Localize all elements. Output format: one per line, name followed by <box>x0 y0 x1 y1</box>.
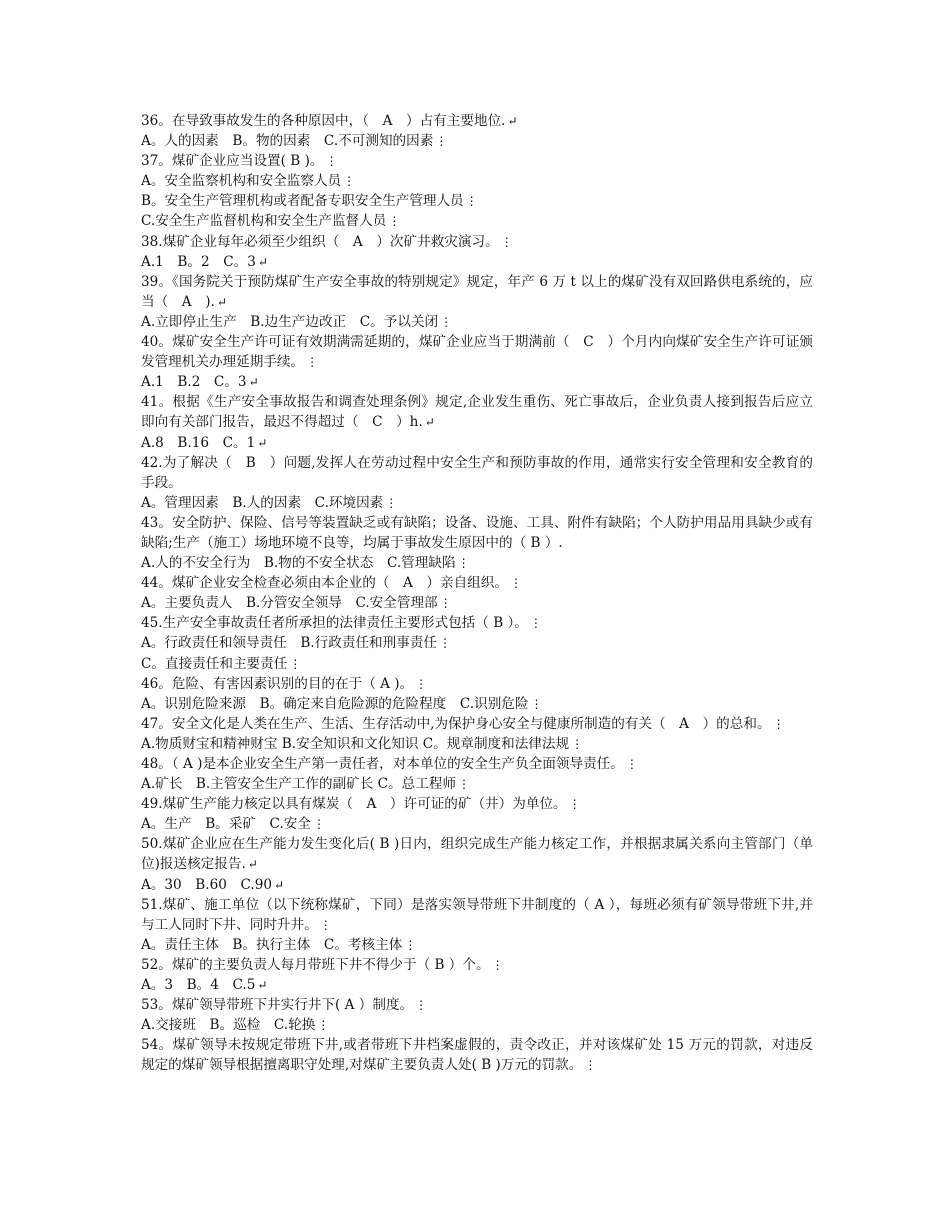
paragraph-mark-icon: ↵ <box>507 114 518 128</box>
line-text: 43。安全防护、保险、信号等装置缺乏或有缺陷；设备、设施、工具、附件有缺陷；个人防护用品用具缺少或有缺陷;生产（施工）场地环境不良等，均属于事故发生原因中的（ B ）. <box>141 514 813 551</box>
text-line <box>141 252 813 272</box>
text-line <box>141 211 813 231</box>
text-line <box>141 593 813 613</box>
line-break-mark-icon: ⋮ <box>404 937 417 952</box>
text-line <box>141 312 813 332</box>
line-break-mark-icon: ⋮ <box>319 917 332 932</box>
line-break-mark-icon: ⋮ <box>440 314 453 329</box>
line-text: A。识别危险来源 B。确定来自危险源的危险程度 C.识别危险 <box>141 695 529 712</box>
text-line <box>141 332 813 372</box>
line-break-mark-icon: ⋮ <box>457 556 470 571</box>
line-text: 47。安全文化是人类在生产、生活、生存活动中,为保护身心安全与健康所制造的有关（ A ）的总和。 <box>141 715 771 732</box>
line-text: 42.为了解决（ B ）问题,发挥人在劳动过程中安全生产和预防事故的作用，通常实行安全管理和安全教育的手段。 <box>141 454 813 491</box>
line-text: 45.生产安全事故责任者所承担的法律责任主要形式包括（ B ）。 <box>141 615 528 632</box>
line-text: 40。煤矿安全生产许可证有效期满需延期的，煤矿企业应当于期满前（ C ）个月内向煤矿安全生产许可证颁发管理机关办理延期手续。 <box>141 334 813 371</box>
line-break-mark-icon: ⋮ <box>465 194 478 209</box>
line-break-mark-icon: ⋮ <box>435 134 448 149</box>
text-line <box>141 834 813 874</box>
line-break-mark-icon: ⋮ <box>584 1058 597 1073</box>
line-text: A。安全监察机构和安全监察人员 <box>141 173 342 190</box>
text-line <box>141 794 813 814</box>
line-text: A.1 B.2 C。3 <box>141 374 247 391</box>
line-break-mark-icon: ⋮ <box>529 616 542 631</box>
text-line <box>141 171 813 191</box>
text-line <box>141 453 813 493</box>
line-break-mark-icon: ⋮ <box>571 736 584 751</box>
text-line <box>141 613 813 633</box>
line-text: A.交接班 B。巡检 C.轮换 <box>141 1017 316 1034</box>
text-line <box>141 1035 813 1075</box>
line-text: 51.煤矿、施工单位（以下统称煤矿，下同）是落实领导带班下井制度的（ A ），每班必须有矿领导带班下井,并与工人同时下井、同时升井。 <box>141 896 813 933</box>
line-break-mark-icon: ⋮ <box>458 777 471 792</box>
text-line <box>141 935 813 955</box>
text-line <box>141 111 813 131</box>
paragraph-mark-icon: ↵ <box>257 254 268 269</box>
line-break-mark-icon: ⋮ <box>415 676 428 691</box>
text-line <box>141 955 813 975</box>
line-text: 46。危险、有害因素识别的目的在于（ A )。 <box>141 675 414 692</box>
paragraph-mark-icon: ↵ <box>247 857 258 872</box>
paragraph-mark-icon: ↵ <box>424 415 435 430</box>
text-line <box>141 814 813 834</box>
text-line <box>141 674 813 694</box>
line-break-mark-icon: ⋮ <box>772 716 785 731</box>
line-break-mark-icon: ⋮ <box>388 214 401 229</box>
text-line <box>141 1015 813 1035</box>
line-break-mark-icon: ⋮ <box>491 957 504 972</box>
line-break-mark-icon: ⋮ <box>500 234 513 249</box>
line-text: 44。煤矿企业安全检查必须由本企业的（ A ）亲自组织。 <box>141 575 508 592</box>
line-text: 36。在导致事故发生的各种原因中，（ A ）占有主要地位. <box>141 113 506 129</box>
text-line <box>141 633 813 653</box>
line-text: A.物质财宝和精神财宝 B.安全知识和文化知识 C。规章制度和法律法规 <box>141 735 570 752</box>
line-break-mark-icon: ⋮ <box>312 817 325 832</box>
line-text: 52。煤矿的主要负责人每月带班下井不得少于（ B ）个。 <box>141 956 490 973</box>
line-break-mark-icon: ⋮ <box>439 596 452 611</box>
text-line <box>141 573 813 593</box>
line-text: C.安全生产监督机构和安全生产监督人员 <box>141 213 387 230</box>
text-line <box>141 774 813 794</box>
line-text: 39。《国务院关于预防煤矿生产安全事故的特别规定》规定，年产 6 万 t 以上的煤矿没有双回路供电系统的，应当（ A ). <box>141 273 813 310</box>
line-text: A。3 B。4 C.5 <box>141 977 256 994</box>
line-text: A.矿长 B.主管安全生产工作的副矿长 C。总工程师 <box>141 776 457 793</box>
text-line <box>141 272 813 312</box>
question-list <box>141 111 813 1076</box>
line-text: B。安全生产管理机构或者配备专职安全生产管理人员 <box>141 193 464 210</box>
line-text: A。责任主体 B。执行主体 C。考核主体 <box>141 936 403 953</box>
text-line <box>141 232 813 252</box>
paragraph-mark-icon: ↵ <box>274 877 285 892</box>
line-break-mark-icon: ⋮ <box>530 696 543 711</box>
line-break-mark-icon: ⋮ <box>415 998 428 1013</box>
line-text: A。主要负责人 B.分管安全领导 C.安全管理部 <box>141 595 438 612</box>
paragraph-mark-icon: ↵ <box>248 375 259 390</box>
line-text: 53。煤矿领导带班下井实行井下( A ）制度。 <box>141 997 414 1014</box>
line-break-mark-icon: ⋮ <box>568 797 581 812</box>
line-text: C。直接责任和主要责任 <box>141 655 288 672</box>
text-line <box>141 151 813 171</box>
text-line <box>141 372 813 392</box>
line-break-mark-icon: ⋮ <box>306 355 319 370</box>
paragraph-mark-icon: ↵ <box>257 978 268 993</box>
line-text: A.人的不安全行为 B.物的不安全状态 C.管理缺陷 <box>141 555 456 572</box>
line-text: 48。（ A )是本企业安全生产第一责任者，对本单位的安全生产负全面领导责任。 <box>141 756 624 772</box>
line-text: A.8 B.16 C。1 <box>141 434 256 451</box>
line-break-mark-icon: ⋮ <box>343 174 356 189</box>
text-line <box>141 131 813 151</box>
text-line <box>141 754 813 774</box>
line-text: A.1 B。2 C。3 <box>141 253 256 270</box>
line-break-mark-icon: ⋮ <box>317 1018 330 1033</box>
text-line <box>141 875 813 895</box>
line-text: 41。根据《生产安全事故报告和调查处理条例》规定,企业发生重伤、死亡事故后，企业负责人接到报告后应立即向有关部门报告，最迟不得超过（ C ）h. <box>141 394 813 431</box>
line-text: 38.煤矿企业每年必须至少组织（ A ）次矿井救灾演习。 <box>141 233 499 250</box>
line-text: 49.煤矿生产能力核定以具有煤炭（ A ）许可证的矿（井）为单位。 <box>141 796 567 813</box>
line-text: A。30 B.60 C.90 <box>141 876 273 893</box>
text-line <box>141 995 813 1015</box>
text-line <box>141 654 813 674</box>
text-line <box>141 714 813 734</box>
line-text: A。生产 B。采矿 C.安全 <box>141 816 311 833</box>
text-line <box>141 694 813 714</box>
line-break-mark-icon: ⋮ <box>509 576 522 591</box>
paragraph-mark-icon: ↵ <box>216 294 227 309</box>
line-text: A。行政责任和领导责任 B.行政责任和刑事责任 <box>141 635 438 652</box>
paragraph-mark-icon: ↵ <box>257 435 268 450</box>
line-break-mark-icon: ⋮ <box>439 636 452 651</box>
line-text: A。管理因素 B.人的因素 C.环境因素 <box>141 494 384 511</box>
text-line <box>141 433 813 453</box>
line-text: A.立即停止生产 B.边生产边改正 C。予以关闭 <box>141 313 439 330</box>
text-line <box>141 553 813 573</box>
text-line <box>141 513 813 553</box>
text-line <box>141 895 813 935</box>
line-text: A。人的因素 B。物的因素 C.不可测知的因素 <box>141 133 434 150</box>
line-break-mark-icon: ⋮ <box>325 154 338 169</box>
line-text: 50.煤矿企业应在生产能力发生变化后( B )日内，组织完成生产能力核定工作，并根据隶属关系向主管部门（单位)报送核定报告. <box>141 836 813 873</box>
text-line <box>141 191 813 211</box>
text-line <box>141 392 813 432</box>
line-text: 37。煤矿企业应当设置( B )。 <box>141 153 324 170</box>
line-text: 54。煤矿领导未按规定带班下井,或者带班下井档案虚假的，责令改正，并对该煤矿处 15 万元的罚款，对违反规定的煤矿领导根据擅离职守处理,对煤矿主要负责人处( B )万元的罚款。 <box>141 1037 813 1074</box>
line-break-mark-icon: ⋮ <box>289 656 302 671</box>
text-line <box>141 734 813 754</box>
text-line <box>141 975 813 995</box>
line-break-mark-icon: ⋮ <box>625 757 638 771</box>
text-line <box>141 493 813 513</box>
line-break-mark-icon: ⋮ <box>385 495 398 510</box>
